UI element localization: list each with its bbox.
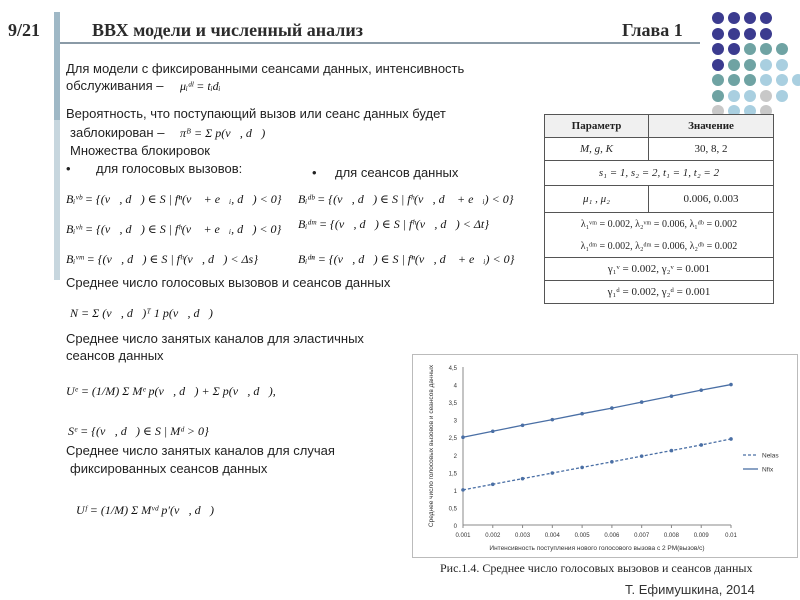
decorative-dot: [712, 59, 724, 71]
decorative-dot: [744, 12, 756, 24]
data-point-nelas: [699, 443, 703, 447]
decorative-dot: [728, 74, 740, 86]
avg-calls-label: Среднее число голосовых вызовов и сеансов данных: [66, 275, 391, 290]
table-row: [545, 186, 774, 213]
decorative-dot: [760, 74, 772, 86]
p2-line1: Вероятность, что поступающий вызов или сеанс данных будет: [66, 106, 446, 121]
decorative-dot: [712, 12, 724, 24]
decorative-dot: [712, 90, 724, 102]
data-point-nelas: [521, 477, 525, 481]
decorative-dot: [760, 59, 772, 71]
elastic-label-1: Среднее число занятых каналов для эластичных: [66, 331, 364, 346]
data-blocking-formula-3: Bᵢᵈⁿ = {(v⃗, d⃗) ∈ S | fⁿ(v⃗, d⃗ + e⃗ᵢ) < 0}: [298, 252, 515, 266]
data-point-nelas: [640, 454, 644, 458]
decorative-dot: [728, 90, 740, 102]
decorative-dot: [744, 43, 756, 55]
p2-line3: Множества блокировок: [70, 143, 210, 158]
accent-bar-lower: [54, 120, 60, 280]
y-tick-label: 4: [453, 383, 457, 390]
table-row: [545, 213, 774, 236]
table-row: [545, 281, 774, 304]
p1-line1: Для модели с фиксированными сеансами данных, интенсивность: [66, 61, 465, 76]
line-chart: [413, 355, 797, 557]
x-tick-label: 0.006: [604, 533, 620, 539]
page-number: 9/21: [8, 20, 41, 40]
x-tick-label: 0.003: [515, 533, 531, 539]
decorative-dot: [728, 43, 740, 55]
decorative-dot: [744, 59, 756, 71]
data-point-nfix: [610, 406, 614, 410]
decorative-dot: [760, 28, 772, 40]
legend-label: Nelas: [762, 452, 779, 460]
voice-blocking-formula-1: Bᵢᵛᵇ = {(v⃗, d⃗) ∈ S | fⁿ(v⃗ + e⃗ᵢ, d⃗) < 0}: [66, 192, 282, 206]
decorative-dot: [776, 90, 788, 102]
accent-bar: [54, 12, 60, 120]
table-row: [545, 235, 774, 258]
data-point-nelas: [551, 471, 555, 475]
decorative-dot: [728, 28, 740, 40]
table-cell: M, g, K: [545, 138, 649, 161]
data-point-nfix: [699, 388, 703, 392]
legend-label: Nfix: [762, 466, 774, 474]
elastic-channels-formula: Uᵉ = (1/M) Σ Mᵉ p(v⃗, d⃗) + Σ p(v⃗, d⃗),: [66, 384, 276, 398]
y-tick-label: 0: [453, 524, 457, 530]
figure-caption: Рис.1.4. Среднее число голосовых вызовов и сеансов данных: [440, 561, 753, 575]
data-point-nfix: [491, 429, 495, 433]
data-point-nelas: [729, 437, 733, 441]
data-point-nfix: [461, 435, 465, 439]
decorative-dot: [728, 12, 740, 24]
voice-blocking-formula-3: Bᵢᵛᵐ = {(v⃗, d⃗) ∈ S | fʰ(v⃗, d⃗) < Δs}: [66, 252, 258, 266]
y-tick-label: 4,5: [448, 366, 457, 372]
decorative-dot: [760, 12, 772, 24]
data-point-nfix: [670, 394, 674, 398]
bullet-dot-data: •: [312, 165, 317, 180]
p1-line2: обслуживания –: [66, 78, 164, 93]
x-tick-label: 0.005: [574, 533, 590, 539]
data-point-nelas: [491, 482, 495, 486]
decorative-dot: [760, 43, 772, 55]
data-point-nfix: [640, 400, 644, 404]
series-line-nelas: [463, 439, 731, 490]
fixed-channels-formula: Uᶠ = (1/M) Σ Mᵛᵈ p′(v⃗, d⃗): [76, 503, 214, 517]
data-point-nelas: [610, 460, 614, 464]
y-axis-label: Среднее число голосовых вызовов и сеансов данных: [428, 364, 435, 528]
table-cell: γ₁ᵈ = 0.002, γ₂ᵈ = 0.001: [545, 281, 774, 304]
bullet-data: для сеансов данных: [335, 165, 459, 180]
elastic-label-2: сеансов данных: [66, 348, 164, 363]
voice-blocking-formula-2: Bᵢᵛʰ = {(v⃗, d⃗) ∈ S | fʰ(v⃗ + e⃗ᵢ, d⃗) < 0}: [66, 222, 282, 236]
decorative-dot: [776, 43, 788, 55]
decorative-dot: [776, 59, 788, 71]
service-rate-formula: μᵢᵈˡ = tᵢdᵢ: [180, 79, 221, 93]
y-tick-label: 1,5: [448, 471, 457, 478]
x-tick-label: 0.002: [485, 533, 501, 539]
decorative-dot: [776, 74, 788, 86]
x-tick-label: 0.009: [693, 533, 709, 539]
decorative-dot: [744, 90, 756, 102]
y-tick-label: 3: [453, 418, 457, 425]
series-line-nfix: [463, 385, 731, 438]
header-divider: [54, 42, 700, 44]
elastic-set-formula: Sᵉ = {(v⃗, d⃗) ∈ S | Mᵈ > 0}: [68, 424, 209, 438]
x-axis-label: Интенсивность поступления нового голосового вызова с 2 РМ(вызов/с): [489, 545, 705, 552]
y-tick-label: 0,5: [448, 506, 457, 513]
p2-line2: заблокирован –: [70, 125, 165, 140]
decorative-dot: [792, 74, 800, 86]
table-header-cell: Значение: [649, 115, 774, 138]
decorative-dot: [744, 28, 756, 40]
data-blocking-formula-1: Bᵢᵈᵇ = {(v⃗, d⃗) ∈ S | fʰ(v⃗, d⃗ + e⃗ᵢ) < 0}: [298, 192, 514, 206]
data-point-nfix: [551, 418, 555, 422]
y-tick-label: 1: [453, 488, 457, 495]
data-point-nelas: [670, 449, 674, 453]
table-cell: γ₁ᵛ = 0.002, γ₂ᵛ = 0.001: [545, 258, 774, 281]
table-cell: μ₁ , μ₂: [545, 186, 649, 213]
y-tick-label: 3,5: [448, 401, 457, 408]
decorative-dot: [712, 28, 724, 40]
decorative-dot: [760, 90, 772, 102]
y-tick-label: 2,5: [448, 436, 457, 443]
x-tick-label: 0.008: [663, 533, 679, 539]
table-row: [545, 138, 774, 161]
table-cell: 0.006, 0.003: [649, 186, 774, 213]
decorative-dot: [744, 74, 756, 86]
fixed-label-2: фиксированных сеансов данных: [70, 461, 268, 476]
x-tick-label: 0.004: [544, 533, 560, 539]
table-cell: λ₁ᵈᵐ = 0.002, λ₂ᵈᵐ = 0.006, λ₂ᵈᵇ = 0.002: [545, 235, 774, 258]
decorative-dot: [712, 43, 724, 55]
data-point-nelas: [461, 488, 465, 492]
x-tick-label: 0.001: [455, 533, 471, 539]
parameters-table: [544, 114, 774, 304]
table-cell: λ₁ᵛᵐ = 0.002, λ₂ᵛᵐ = 0.006, λ₁ᵈᵇ = 0.002: [545, 213, 774, 236]
slide-title: ВВХ модели и численный анализ: [92, 20, 364, 40]
table-row: [545, 161, 774, 186]
fixed-label-1: Среднее число занятых каналов для случая: [66, 443, 335, 458]
y-tick-label: 2: [453, 453, 457, 460]
x-tick-label: 0.01: [725, 533, 737, 539]
data-point-nelas: [580, 466, 584, 470]
table-cell: 30, 8, 2: [649, 138, 774, 161]
chapter-label: Глава 1: [622, 20, 683, 40]
data-point-nfix: [580, 412, 584, 416]
bullet-dot-voice: •: [66, 161, 71, 176]
table-header-cell: Параметр: [545, 115, 649, 138]
table-cell: s₁ = 1, s₂ = 2, t₁ = 1, t₂ = 2: [545, 161, 774, 186]
blocking-probability-formula: πᴮ = Σ p(v⃗, d⃗): [180, 126, 266, 140]
table-row: [545, 258, 774, 281]
x-tick-label: 0.007: [634, 533, 650, 539]
chart-frame: [412, 354, 798, 558]
avg-calls-formula: N = Σ (v⃗, d⃗)ᵀ 1 p(v⃗, d⃗): [70, 306, 213, 320]
data-blocking-formula-2: Bᵢᵈᵐ = {(v⃗, d⃗) ∈ S | fʰ(v⃗, d⃗) < Δt}: [298, 217, 490, 231]
bullet-voice: для голосовых вызовов:: [96, 161, 243, 176]
decorative-dot: [728, 59, 740, 71]
table-header-row: [545, 115, 774, 138]
author-footer: Т. Ефимушкина, 2014: [625, 582, 755, 597]
decorative-dot: [712, 74, 724, 86]
data-point-nfix: [729, 383, 733, 387]
data-point-nfix: [521, 423, 525, 427]
